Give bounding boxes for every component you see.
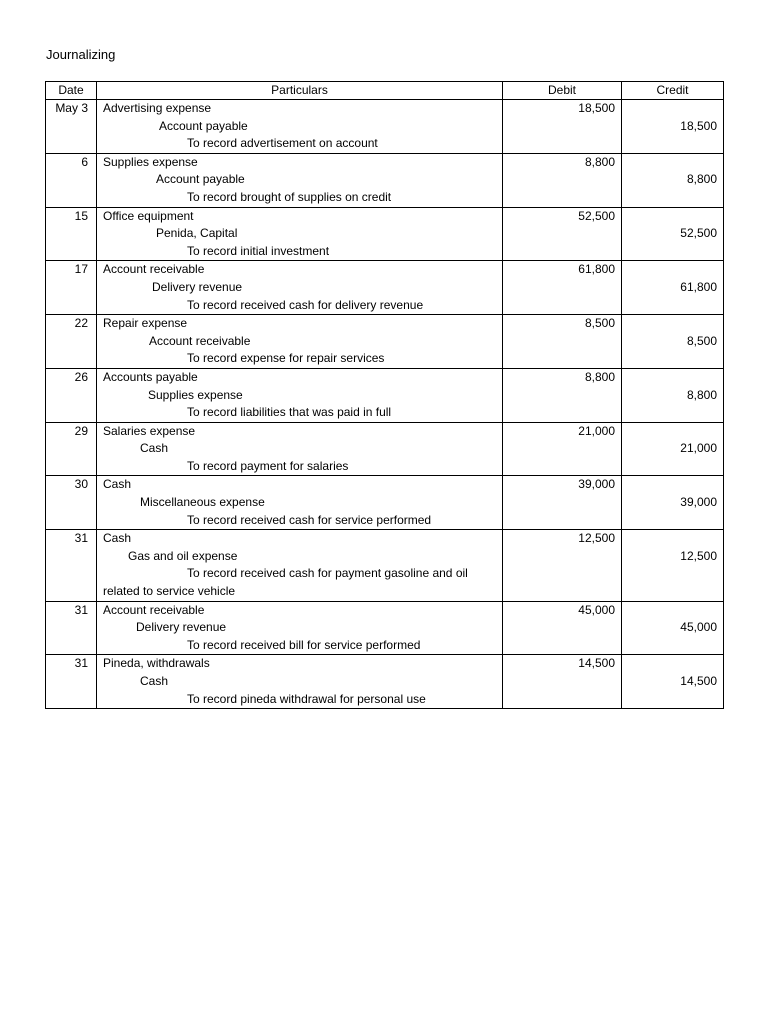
entry-particulars-cell xyxy=(97,601,503,655)
entry-date: 17 xyxy=(74,262,88,277)
credit-account: Account payable xyxy=(159,118,248,133)
credit-spacer xyxy=(622,655,717,673)
debit-account: Pineda, withdrawals xyxy=(103,656,210,671)
entry-particulars-cell xyxy=(97,530,503,601)
entry-explanation: To record received bill for service performed xyxy=(187,637,421,652)
debit-amount: 8,500 xyxy=(584,316,615,331)
debit-amount: 14,500 xyxy=(578,656,615,671)
debit-account: Account receivable xyxy=(103,602,205,617)
entry-particulars-cell xyxy=(97,100,503,154)
journal-entry-row xyxy=(46,315,724,369)
entry-explanation: To record received cash for delivery revenue xyxy=(187,297,424,312)
entry-credit-cell xyxy=(622,100,724,154)
credit-amount: 8,800 xyxy=(686,172,717,187)
entry-particulars-cell xyxy=(97,207,503,261)
entry-date: 29 xyxy=(74,423,88,438)
entry-date: May 3 xyxy=(55,101,88,115)
debit-account: Cash xyxy=(103,531,132,546)
entry-date: 30 xyxy=(74,477,88,492)
debit-account: Advertising expense xyxy=(103,101,212,115)
journal-entry-row xyxy=(46,530,724,601)
entry-explanation: To record initial investment xyxy=(187,243,330,258)
entry-credit-cell xyxy=(622,207,724,261)
journal-entry-row xyxy=(46,368,724,422)
credit-spacer xyxy=(622,602,717,620)
credit-account: Gas and oil expense xyxy=(128,548,238,563)
entry-credit-cell xyxy=(622,422,724,476)
entry-date: 22 xyxy=(74,316,88,331)
entry-date-cell xyxy=(46,207,97,261)
debit-account: Salaries expense xyxy=(103,423,196,438)
entry-particulars-cell xyxy=(97,368,503,422)
debit-amount: 61,800 xyxy=(578,262,615,277)
entry-explanation-continued: related to service vehicle xyxy=(103,584,236,599)
entry-date: 15 xyxy=(74,208,88,223)
entry-date-cell xyxy=(46,315,97,369)
entry-credit-cell xyxy=(622,315,724,369)
credit-amount: 8,800 xyxy=(686,387,717,402)
entry-date-cell xyxy=(46,261,97,315)
entry-credit-cell xyxy=(622,655,724,709)
journal-entry-row xyxy=(46,476,724,530)
entry-particulars-cell xyxy=(97,315,503,369)
credit-account: Cash xyxy=(140,674,169,688)
entry-particulars-cell xyxy=(97,153,503,207)
credit-account: Cash xyxy=(140,441,169,456)
document-title: Journalizing xyxy=(46,47,116,62)
entry-particulars-cell xyxy=(97,655,503,709)
entry-explanation: To record liabilities that was paid in full xyxy=(187,405,392,420)
entry-explanation: To record received cash for payment gasoline and oil xyxy=(187,566,468,581)
entry-debit-cell xyxy=(503,315,622,369)
entry-debit-cell xyxy=(503,261,622,315)
debit-amount: 21,000 xyxy=(578,423,615,438)
entry-explanation: To record pineda withdrawal for personal use xyxy=(187,691,426,706)
entry-credit-cell xyxy=(622,368,724,422)
entry-debit-cell xyxy=(503,100,622,154)
entry-explanation: To record advertisement on account xyxy=(187,136,378,151)
credit-spacer xyxy=(622,423,717,441)
entry-date: 31 xyxy=(74,531,88,546)
entry-debit-cell xyxy=(503,655,622,709)
journal-entry-row xyxy=(46,100,724,154)
credit-amount: 39,000 xyxy=(680,495,717,510)
entry-date-cell xyxy=(46,601,97,655)
entry-particulars-cell xyxy=(97,476,503,530)
entry-credit-cell xyxy=(622,153,724,207)
debit-amount: 52,500 xyxy=(578,208,615,223)
entry-date: 31 xyxy=(74,656,88,671)
credit-account: Penida, Capital xyxy=(156,226,238,241)
credit-account: Delivery revenue xyxy=(136,620,227,635)
journal-entry-row xyxy=(46,655,724,709)
debit-account: Accounts payable xyxy=(103,369,198,384)
credit-amount: 21,000 xyxy=(680,441,717,456)
journal-entry-row xyxy=(46,601,724,655)
credit-amount: 8,500 xyxy=(686,333,717,348)
journal-table xyxy=(45,81,724,709)
debit-account: Account receivable xyxy=(103,262,205,277)
entry-explanation: To record payment for salaries xyxy=(187,458,349,473)
credit-account: Account receivable xyxy=(149,333,251,348)
journal-body xyxy=(46,100,724,709)
journal-entry-row xyxy=(46,153,724,207)
entry-debit-cell xyxy=(503,530,622,601)
entry-date-cell xyxy=(46,422,97,476)
entry-credit-cell xyxy=(622,476,724,530)
debit-account: Supplies expense xyxy=(103,154,198,169)
credit-spacer xyxy=(622,530,717,548)
entry-particulars-cell xyxy=(97,261,503,315)
header-date: Date xyxy=(46,82,97,100)
credit-amount: 52,500 xyxy=(680,226,717,241)
credit-account: Supplies expense xyxy=(148,387,243,402)
credit-amount: 45,000 xyxy=(680,620,717,635)
entry-debit-cell xyxy=(503,207,622,261)
credit-amount: 12,500 xyxy=(680,548,717,563)
entry-date-cell xyxy=(46,153,97,207)
entry-credit-cell xyxy=(622,261,724,315)
debit-amount: 39,000 xyxy=(578,477,615,492)
entry-explanation: To record brought of supplies on credit xyxy=(187,189,392,204)
journal-entry-row xyxy=(46,261,724,315)
credit-spacer xyxy=(622,154,717,172)
entry-debit-cell xyxy=(503,422,622,476)
entry-debit-cell xyxy=(503,601,622,655)
credit-spacer xyxy=(622,208,717,226)
credit-account: Delivery revenue xyxy=(152,279,243,294)
credit-spacer xyxy=(622,315,717,333)
entry-credit-cell xyxy=(622,601,724,655)
credit-amount: 61,800 xyxy=(680,279,717,294)
entry-date-cell xyxy=(46,368,97,422)
entry-credit-cell xyxy=(622,530,724,601)
debit-amount: 45,000 xyxy=(578,602,615,617)
entry-explanation: To record received cash for service performed xyxy=(187,512,432,527)
entry-date-cell xyxy=(46,655,97,709)
entry-date-cell xyxy=(46,530,97,601)
header-debit: Debit xyxy=(503,82,622,100)
debit-amount: 18,500 xyxy=(578,101,615,115)
debit-account: Repair expense xyxy=(103,316,188,331)
credit-spacer xyxy=(622,369,717,387)
header-row xyxy=(46,82,724,100)
credit-spacer xyxy=(622,100,717,118)
debit-account: Office equipment xyxy=(103,208,194,223)
debit-account: Cash xyxy=(103,477,132,492)
entry-explanation: To record expense for repair services xyxy=(187,351,385,366)
credit-spacer xyxy=(622,261,717,279)
entry-debit-cell xyxy=(503,153,622,207)
credit-amount: 14,500 xyxy=(680,674,717,688)
entry-date-cell xyxy=(46,100,97,154)
entry-date-cell xyxy=(46,476,97,530)
entry-date: 31 xyxy=(74,602,88,617)
credit-account: Miscellaneous expense xyxy=(140,495,265,510)
debit-amount: 8,800 xyxy=(584,369,615,384)
debit-amount: 8,800 xyxy=(584,154,615,169)
journal-entry-row xyxy=(46,207,724,261)
header-credit: Credit xyxy=(622,82,724,100)
entry-date: 6 xyxy=(81,154,88,169)
entry-debit-cell xyxy=(503,368,622,422)
debit-amount: 12,500 xyxy=(578,531,615,546)
journal-entry-row xyxy=(46,422,724,476)
header-particulars: Particulars xyxy=(97,82,503,100)
credit-spacer xyxy=(622,476,717,494)
entry-debit-cell xyxy=(503,476,622,530)
credit-amount: 18,500 xyxy=(680,118,717,133)
entry-particulars-cell xyxy=(97,422,503,476)
credit-account: Account payable xyxy=(156,172,245,187)
entry-date: 26 xyxy=(74,369,88,384)
